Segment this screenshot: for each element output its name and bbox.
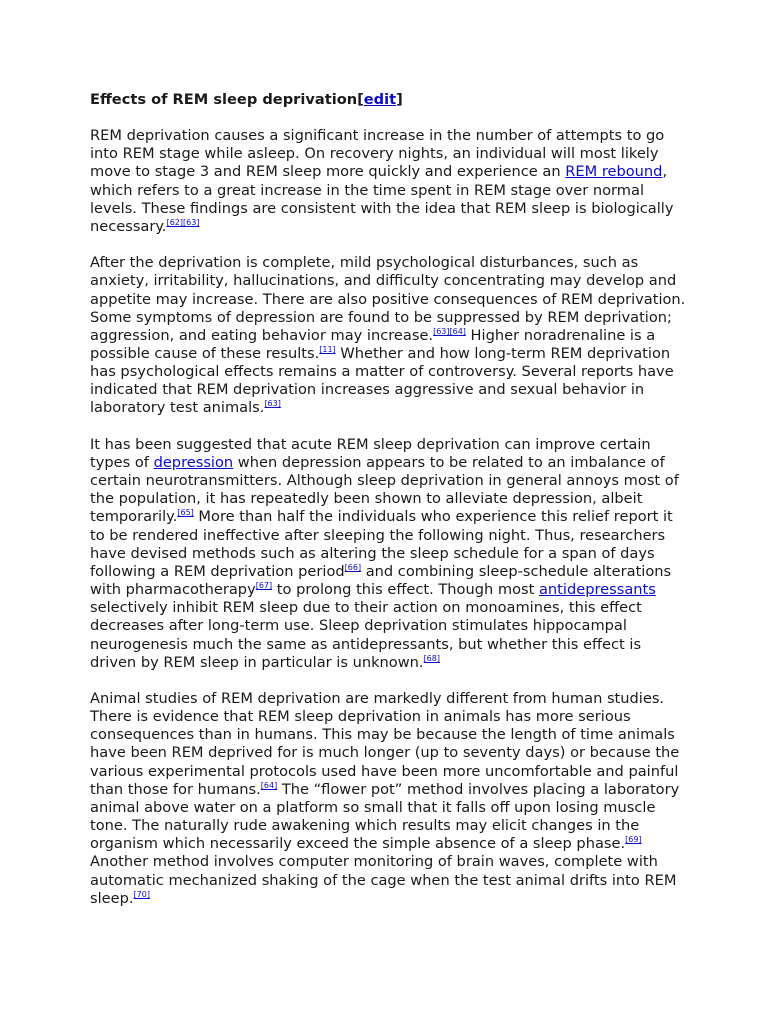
citation-link[interactable]: [69] xyxy=(625,835,642,845)
citation-link[interactable]: [65] xyxy=(177,508,194,518)
paragraph-text: Whether and how long-term REM deprivation has psychological effects remains a matter of controversy. Several reports have indicated that REM deprivation increases aggressive and sexual behavior in laboratory test animals. xyxy=(90,345,674,417)
section-heading xyxy=(90,91,690,109)
citation-link[interactable]: [70] xyxy=(133,889,150,899)
citation-link[interactable]: [64] xyxy=(449,326,466,336)
paragraph-text: More than half the individuals who experience this relief report it to be rendered ineffective after sleeping the following night. Thus, researchers have devised methods such as altering the sleep schedule for a span of days following a REM deprivation period xyxy=(90,508,673,580)
citation-link[interactable]: [63] xyxy=(183,217,200,227)
edit-bracket-open: [ xyxy=(357,91,364,108)
article-section xyxy=(90,91,690,926)
citation-link[interactable]: [62] xyxy=(166,217,183,227)
citation-link[interactable]: [63] xyxy=(264,399,281,409)
paragraph-text: when depression appears to be related to an imbalance of certain neurotransmitters. Although sleep deprivation in general annoys most of the population, it has repeatedly been shown to alleviate depression, albeit temporarily. xyxy=(90,453,679,526)
paragraph-1 xyxy=(90,127,690,236)
citation-link[interactable]: [63] xyxy=(433,326,450,336)
paragraph-text: The “flower pot” method involves placing a laboratory animal above water on a platform so small that it falls off upon losing muscle tone. The naturally rude awakening which results may elicit changes in the organism which necessarily exceed the simple absence of a sleep phase. xyxy=(90,780,680,853)
paragraph-4 xyxy=(90,690,690,908)
rem-rebound-link[interactable]: REM rebound xyxy=(565,163,663,181)
paragraph-text: selectively inhibit REM sleep due to their action on monoamines, this effect decreases after long-term use. Sleep deprivation stimulates hippocampal neurogenesis much the same as antidepressants, but whether this effect is driven by REM sleep in particular is unknown. xyxy=(90,599,642,671)
paragraph-text: , which refers to a great increase in the time spent in REM stage over normal levels. These findings are consistent with the idea that REM sleep is biologically necessary. xyxy=(90,163,674,235)
citation-link[interactable]: [68] xyxy=(423,653,440,663)
citation-link[interactable]: [66] xyxy=(344,562,362,572)
paragraph-text: Higher noradrenaline is a possible cause of these results. xyxy=(90,326,656,363)
depression-link[interactable]: depression xyxy=(153,453,234,471)
paragraph-text: REM deprivation causes a significant increase in the number of attempts to go into REM stage while asleep. On recovery nights, an individual will most likely move to stage 3 and REM sleep more quickly and experience an xyxy=(90,127,665,181)
edit-bracket-close: ] xyxy=(396,91,403,108)
paragraph-text: After the deprivation is complete, mild psychological disturbances, such as anxiety, irritability, hallucinations, and difficulty concentrating may develop and appetite may increase. There are also positive consequences of REM deprivation. Some symptoms of depression are found to be suppressed by REM deprivation; aggression, and eating behavior may increase. xyxy=(90,254,686,344)
paragraph-3 xyxy=(90,436,690,672)
section-title: Effects of REM sleep deprivation xyxy=(90,91,358,108)
paragraph-2 xyxy=(90,254,690,417)
antidepressants-link[interactable]: antidepressants xyxy=(538,581,656,599)
paragraph-text: Another method involves computer monitoring of brain waves, complete with automatic mechanized shaking of the cage when the test animal drifts into REM sleep. xyxy=(90,853,677,907)
citation-link[interactable]: [11] xyxy=(319,345,336,355)
citation-link[interactable]: [67] xyxy=(255,581,273,591)
paragraph-text: and combining sleep-schedule alterations with pharmacotherapy xyxy=(90,562,672,599)
edit-link[interactable]: edit xyxy=(363,91,397,108)
paragraph-text: It has been suggested that acute REM sleep deprivation can improve certain types of xyxy=(90,435,651,471)
paragraph-text: to prolong this effect. Though most xyxy=(272,581,539,599)
paragraph-text: Animal studies of REM deprivation are markedly different from human studies. There is evidence that REM sleep deprivation in animals has more serious consequences than in humans. This may be because the length of time animals have been REM deprived for is much longer (up to seventy days) or because the various experimental protocols used have been more uncomfortable and painful than those for humans. xyxy=(90,689,680,798)
citation-link[interactable]: [64] xyxy=(260,780,278,790)
